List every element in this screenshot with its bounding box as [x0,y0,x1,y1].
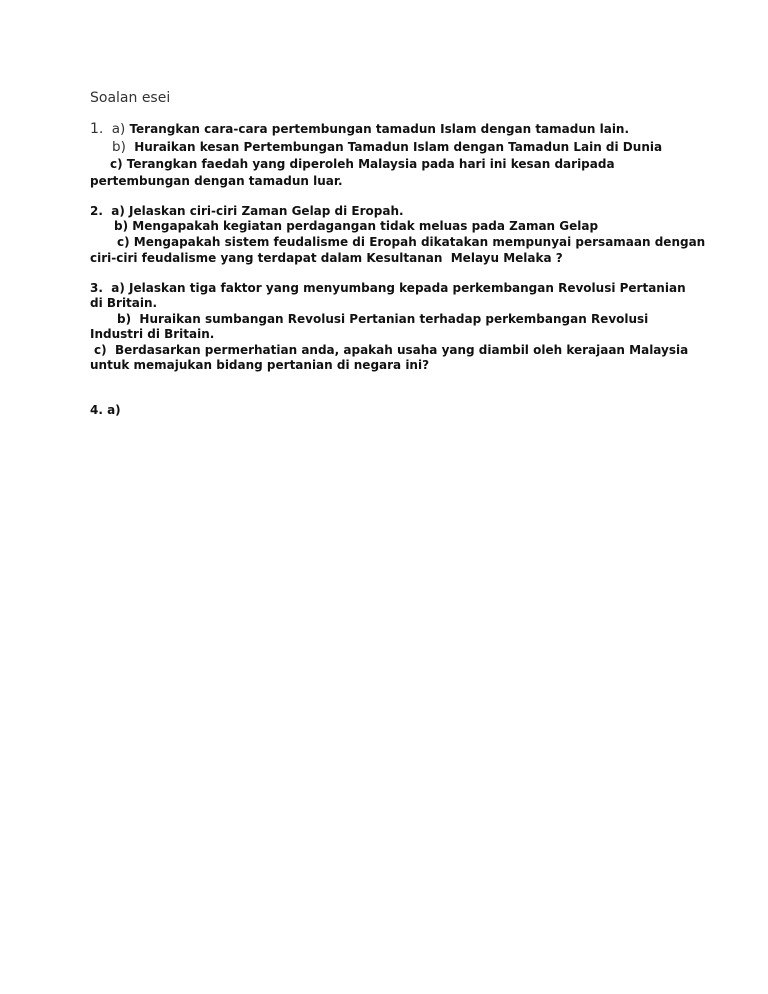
question-2c-line-2: ciri-ciri feudalisme yang terdapat dalam Kesultanan Melayu Melaka ? [90,251,563,265]
question-2-part-b: b) Mengapakah kegiatan perdagangan tidak meluas pada Zaman Gelap [114,219,599,233]
question-1a-text: Terangkan cara-cara pertembungan tamadun Islam dengan tamadun lain. [129,122,630,136]
question-2-part-a: 2. a) Jelaskan ciri-ciri Zaman Gelap di Eropah. [90,204,404,218]
document-heading: Soalan esei [90,90,171,106]
question-1-part-a [90,121,629,137]
question-1c-line-1: c) Terangkan faedah yang diperoleh Malaysia pada hari ini kesan daripada [110,157,615,171]
question-1b-text: Huraikan kesan Pertembungan Tamadun Islam dengan Tamadun Lain di Dunia [134,140,663,154]
question-3a-line-1: 3. a) Jelaskan tiga faktor yang menyumbang kepada perkembangan Revolusi Pertanian [90,281,686,295]
question-2c-line-1: c) Mengapakah sistem feudalisme di Eropah dikatakan mempunyai persamaan dengan [117,235,706,249]
question-3a-line-2: di Britain. [90,296,158,310]
question-1b-label: b) [112,139,126,155]
question-1c-line-2: pertembungan dengan tamadun luar. [90,174,343,188]
question-3b-line-2: Industri di Britain. [90,327,215,341]
question-3c-line-1: c) Berdasarkan permerhatian anda, apakah usaha yang diambil oleh kerajaan Malaysia [94,343,689,357]
question-1-number: 1. [90,121,104,137]
question-3c-line-2: untuk memajukan bidang pertanian di negara ini? [90,358,430,372]
question-1a-label: a) [111,121,126,137]
question-3b-line-1: b) Huraikan sumbangan Revolusi Pertanian terhadap perkembangan Revolusi [117,312,649,326]
question-1-part-b [112,139,662,155]
question-4-part-a: 4. a) [90,403,121,417]
